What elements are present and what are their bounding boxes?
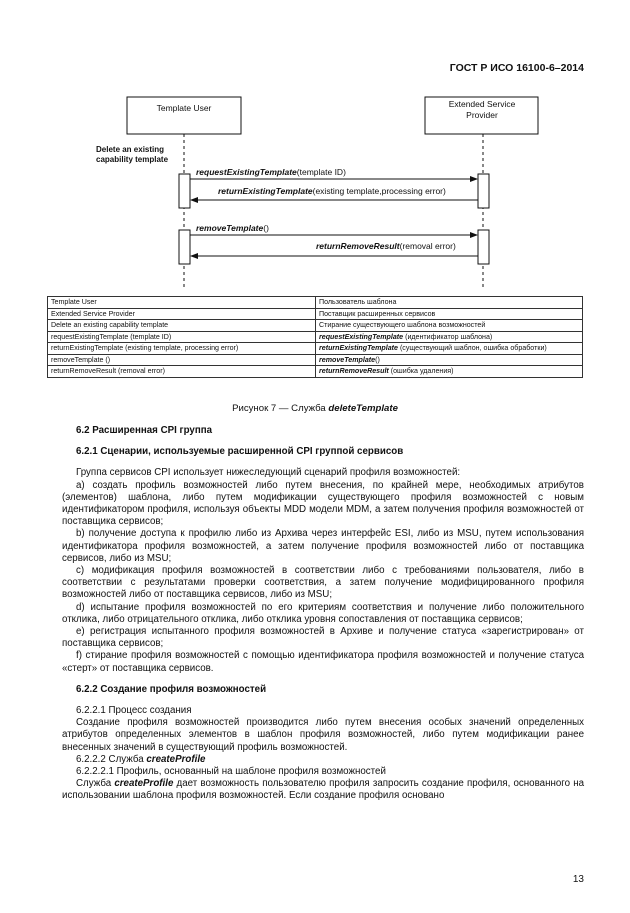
activation-user-1 [179, 174, 190, 208]
list-item-d: d) испытание профиля возможностей по его критериям соответствия и получение либо положительного отклика, либо отрицательного отклика, либо отклика уровня сопоставления от поставщика сервисов; [62, 601, 584, 625]
paragraph-last: Служба createProfile дает возможность пользователю профиля запросить создание профиля, основанного на использовании шаблона профиля возможностей. Если создание профиля основано [62, 778, 584, 802]
message-label-1: requestExistingTemplate(template ID) [196, 167, 346, 177]
paragraph-intro: Группа сервисов CPI использует нижеследующий сценарий профиля возможностей: [76, 467, 461, 479]
scenario-note-1: Delete an existing [96, 145, 165, 154]
figure-caption: Рисунок 7 — Служба deleteTemplate [232, 403, 398, 414]
paragraph-6-2-2-2: 6.2.2.2 Служба createProfile [76, 753, 206, 765]
paragraph-6-2-2-2-1: 6.2.2.2.1 Профиль, основанный на шаблоне профиля возможностей [76, 766, 386, 778]
section-heading-6-2-2: 6.2.2 Создание профиля возможностей [76, 683, 267, 695]
table-cell-en: returnRemoveResult (removal error) [48, 366, 316, 378]
sequence-diagram [0, 0, 630, 296]
table-row [48, 343, 583, 355]
list-item-e: e) регистрация испытанного профиля возможностей в Архиве и получение статуса «зарегистрирован» от поставщика сервисов; [62, 626, 584, 650]
table-row [48, 297, 583, 309]
table-cell-ru: Стирание существующего шаблона возможностей [316, 320, 583, 332]
translation-table [47, 296, 583, 378]
message-label-3: removeTemplate() [196, 223, 269, 233]
message-label-4: returnRemoveResult(removal error) [316, 241, 456, 251]
list-item-f: f) стирание профиля возможностей с помощью идентификатора профиля возможностей и получение статуса «стерт» от поставщика сервисов. [62, 650, 584, 674]
page-number: 13 [572, 874, 584, 885]
paragraph-create: Создание профиля возможностей производится либо путем внесения особых значений определенных атрибутов определенных элементов в шаблон профиля возможностей, либо путем модификации ранее внесенных значений в существующий профиль возможностей. [62, 717, 584, 753]
list-item-b: b) получение доступа к профилю либо из Архива через интерфейс ESI, либо из MSU, путем использования идентификатора профиля возможностей, а затем получение профиля возможностей либо от поставщика сервисов, либо из MSU; [62, 528, 584, 564]
actor-label-service-provider-1: Extended Service [448, 99, 516, 109]
section-heading-6-2: 6.2 Расширенная CPI группа [76, 425, 213, 436]
table-cell-en: Template User [48, 297, 316, 309]
table-cell-ru: returnExistingTemplate (существующий шаблон, ошибка обработки) [316, 343, 583, 355]
table-row [48, 366, 583, 378]
paragraph-6-2-2-1: 6.2.2.1 Процесс создания [76, 705, 192, 717]
activation-provider-1 [478, 174, 489, 208]
table-row [48, 354, 583, 366]
activation-provider-2 [478, 230, 489, 264]
message-label-2: returnExistingTemplate(existing template,processing error) [218, 186, 446, 196]
table-cell-ru: removeTemplate() [316, 354, 583, 366]
scenario-note-2: capability template [96, 155, 169, 164]
table-cell-ru: Поставщик расширенных сервисов [316, 308, 583, 320]
table-row [48, 331, 583, 343]
table-cell-ru: Пользователь шаблона [316, 297, 583, 309]
actor-label-template-user: Template User [156, 103, 212, 113]
list-item-c: c) модификация профиля возможностей в соответствии либо с требованиями пользователя, либо в соответствии с результатами проверки соответствия, а затем получение модифицированного профиля возможностей либо от поставщика сервисов, либо из MSU; [62, 565, 584, 601]
table-cell-ru: requestExistingTemplate (идентификатор шаблона) [316, 331, 583, 343]
actor-label-service-provider-2: Provider [466, 110, 498, 120]
document-header: ГОСТ Р ИСО 16100-6–2014 [449, 62, 584, 74]
section-heading-6-2-1: 6.2.1 Сценарии, используемые расширенной CPI группой сервисов [76, 446, 404, 458]
table-cell-en: Extended Service Provider [48, 308, 316, 320]
table-cell-en: returnExistingTemplate (existing template, processing error) [48, 343, 316, 355]
table-cell-en: removeTemplate () [48, 354, 316, 366]
table-row [48, 320, 583, 332]
section-text [62, 425, 584, 803]
activation-user-2 [179, 230, 190, 264]
table-cell-en: Delete an existing capability template [48, 320, 316, 332]
list-item-a: а) создать профиль возможностей либо путем внесения, по крайней мере, необходимых атрибутов (элементов) шаблона, либо путем модификации существующего профиля возможностей с новым идентификатором профиля, используя объекты MDD модели MDM, а затем получения профиля возможностей от поставщика сервисов; [62, 479, 584, 528]
table-cell-en: requestExistingTemplate (template ID) [48, 331, 316, 343]
table-cell-ru: returnRemoveResult (ошибка удаления) [316, 366, 583, 378]
table-row [48, 308, 583, 320]
